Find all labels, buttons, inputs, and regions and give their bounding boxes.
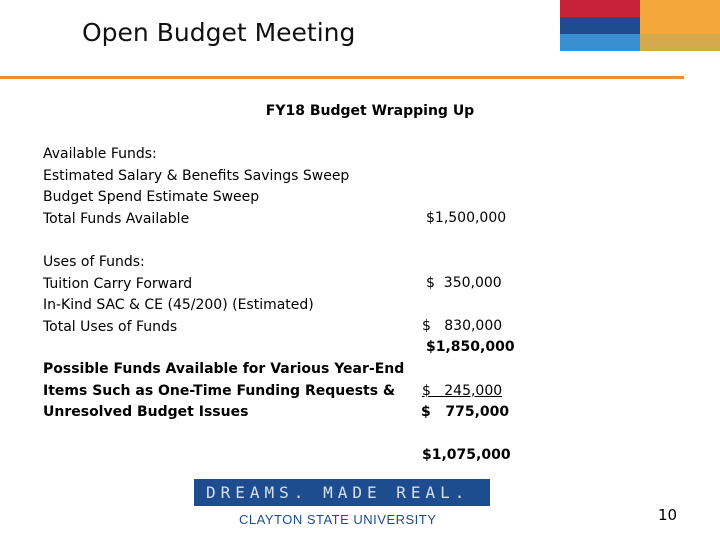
uses-total-label: Total Uses of Funds [43, 318, 178, 335]
possible-line: Unresolved Budget Issues [43, 404, 249, 420]
color-block-red [560, 0, 640, 17]
color-block-orange-2 [640, 17, 720, 34]
corner-color-blocks [560, 0, 720, 52]
color-block-orange [640, 0, 720, 17]
available-funds-heading: Available Funds: [43, 146, 157, 162]
uses-funds-amounts [422, 273, 511, 488]
slide-subtitle: FY18 Budget Wrapping Up [265, 103, 475, 119]
color-block-blue [560, 34, 640, 51]
university-logo [194, 479, 490, 529]
uses-item: Tuition Carry Forward [43, 275, 193, 292]
available-amount: $ 350,000 [426, 274, 502, 291]
uses-item: In-Kind SAC & CE (45/200) (Estimated) [43, 297, 314, 313]
available-total-amount: $1,850,000 [426, 339, 515, 355]
possible-line: Items Such as One-Time Funding Requests & [43, 382, 396, 399]
possible-funds-amount: $ 775,000 [421, 404, 510, 420]
uses-funds-heading: Uses of Funds: [43, 254, 145, 270]
available-amount: $1,500,000 [426, 210, 507, 226]
color-block-navy [560, 17, 640, 34]
available-total-label: Total Funds Available [43, 210, 190, 227]
available-item: Estimated Salary & Benefits Savings Sweep [43, 167, 350, 184]
uses-funds-labels [43, 252, 314, 338]
logo-university-name: CLAYTON STATE UNIVERSITY [239, 512, 437, 527]
logo-tagline: DREAMS. MADE REAL. [194, 479, 490, 506]
available-item: Budget Spend Estimate Sweep [43, 189, 260, 205]
uses-amount: $ 245,000 [422, 382, 503, 399]
uses-total-amount: $1,075,000 [422, 447, 511, 463]
slide-title: Open Budget Meeting [82, 18, 356, 47]
available-funds-labels [43, 144, 349, 230]
header-divider [0, 76, 684, 79]
possible-funds-labels [43, 359, 404, 424]
color-block-tan [640, 34, 720, 51]
possible-line: Possible Funds Available for Various Year-End [43, 361, 405, 377]
uses-amount: $ 830,000 [422, 318, 503, 334]
page-number: 10 [658, 506, 678, 524]
